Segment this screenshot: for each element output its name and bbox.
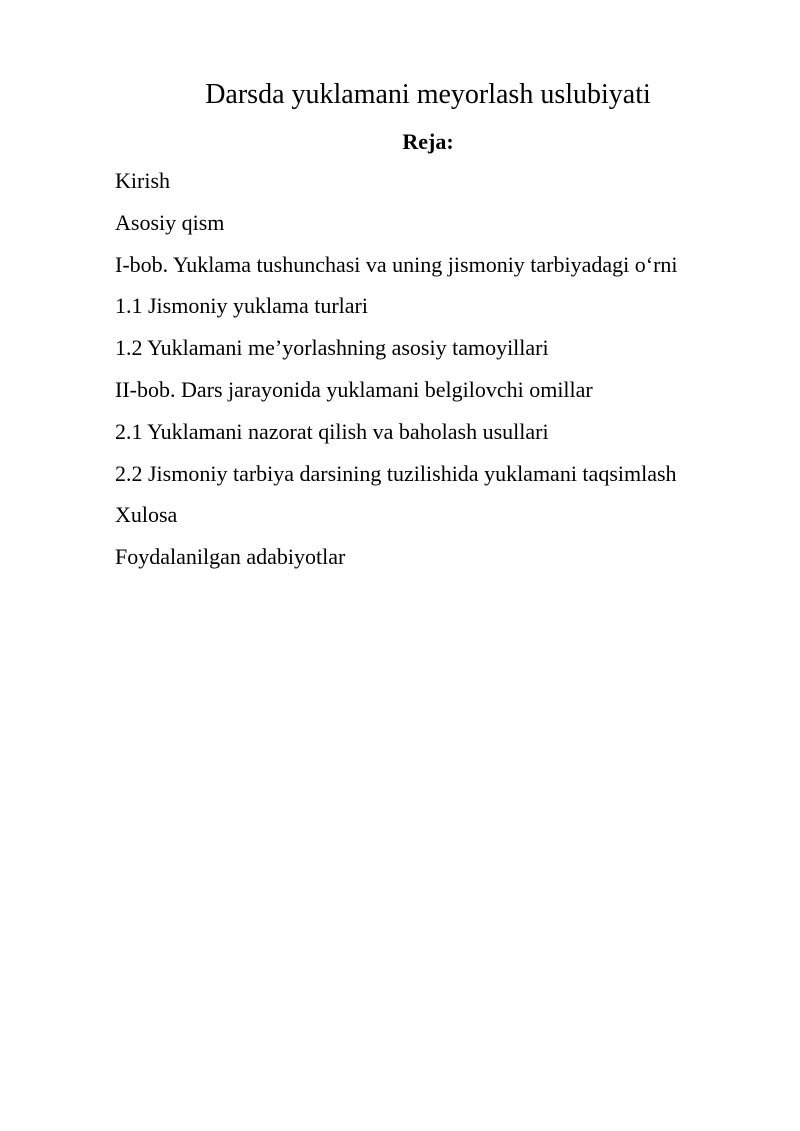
toc-item-chapter-1: I-bob. Yuklama tushunchasi va uning jismoniy tarbiyadagi o‘rni [115, 251, 678, 277]
toc-item-introduction: Kirish [115, 168, 170, 193]
toc-item-section-1-1: 1.1 Jismoniy yuklama turlari [115, 293, 368, 319]
toc-item-section-1-2: 1.2 Yuklamani me’yorlashning asosiy tamoyillari [115, 335, 549, 361]
toc-item-conclusion: Xulosa [115, 502, 178, 528]
toc-item-references: Foydalanilgan adabiyotlar [115, 544, 346, 570]
toc-item-section-2-1: 2.1 Yuklamani nazorat qilish va baholash usullari [115, 418, 549, 444]
table-of-contents [115, 167, 678, 585]
toc-item-section-2-2: 2.2 Jismoniy tarbiya darsining tuzilishida yuklamani taqsimlash [115, 460, 677, 486]
document-title: Darsda yuklamani meyorlash uslubiyati [205, 79, 651, 110]
toc-item-chapter-2: II-bob. Dars jarayonida yuklamani belgilovchi omillar [115, 376, 593, 402]
plan-heading: Reja: [402, 129, 454, 154]
toc-item-main-part: Asosiy qism [115, 209, 225, 235]
